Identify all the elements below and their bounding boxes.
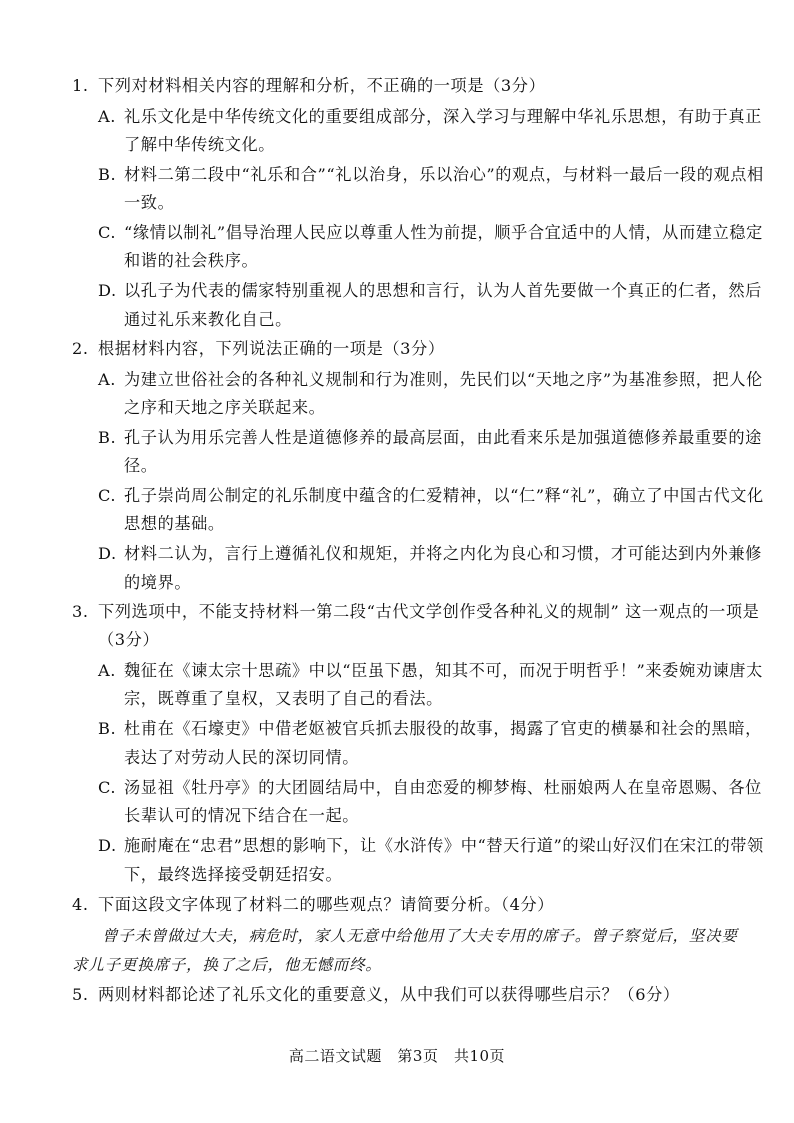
- q1-option-d-cont: 通过礼乐来教化自己。: [124, 310, 292, 329]
- page-footer: 高二语文试题 第3页 共10页: [288, 1047, 506, 1065]
- q2-option-d-cont: 的境界。: [124, 573, 192, 592]
- q1-option-a: A. 礼乐文化是中华传统文化的重要组成部分，深入学习与理解中华礼乐思想，有助于真正: [98, 107, 762, 126]
- q1-option-b-cont: 一致。: [124, 193, 175, 212]
- q2-option-b: B. 孔子认为用乐完善人性是道德修养的最高层面，由此看来乐是加强道德修养最重要的途: [98, 428, 762, 447]
- q3-option-b: B. 杜甫在《石壕吏》中借老妪被官兵抓去服役的故事，揭露了官吏的横暴和社会的黑暗，: [98, 719, 762, 738]
- question-number: 1.: [72, 76, 89, 95]
- q1-option-c-cont: 和谐的社会秩序。: [124, 251, 259, 270]
- q2-option-a: A. 为建立世俗社会的各种礼义规制和行为准则，先民们以“天地之序”为基准参照，把人伦: [98, 370, 763, 389]
- question-5-stem: 5. 两则材料都论述了礼乐文化的重要意义，从中我们可以获得哪些启示？（6分）: [72, 985, 680, 1004]
- q2-option-a-cont: 之序和天地之序关联起来。: [124, 398, 326, 417]
- q1-option-c: C. “缘情以制礼”倡导治理人民应以尊重人性为前提，顺乎合宜适中的人情，从而建立稳定: [98, 223, 763, 242]
- q2-option-b-cont: 径。: [124, 456, 158, 475]
- q3-option-b-cont: 表达了对劳动人民的深切同情。: [124, 748, 360, 767]
- q3-option-a-cont: 宗，既尊重了皇权，又表明了自己的看法。: [124, 689, 443, 708]
- q3-option-d: D. 施耐庵在“忠君”思想的影响下，让《水浒传》中“替天行道”的梁山好汉们在宋江的带领: [98, 836, 764, 855]
- question-4-stem: 4. 下面这段文字体现了材料二的哪些观点？请简要分析。（4分）: [72, 895, 555, 914]
- q2-option-c-cont: 思想的基础。: [124, 514, 225, 533]
- q3-option-d-cont: 下，最终选择接受朝廷招安。: [124, 865, 343, 884]
- question-number: 4.: [72, 895, 89, 914]
- q2-option-d: D. 材料二认为，言行上遵循礼仪和规矩，并将之内化为良心和习惯，才可能达到内外兼修: [98, 544, 762, 563]
- question-2-stem: 2. 根据材料内容，下列说法正确的一项是（3分）: [72, 339, 445, 358]
- question-3-stem: 3. 下列选项中，不能支持材料一第二段“古代文学创作受各种礼义的规制” 这一观点的一项是: [72, 602, 760, 621]
- q4-passage-line-2: 求儿子更换席子，换了之后，他无憾而终。: [72, 956, 382, 974]
- q4-passage-line-1: 曾子未曾做过大夫，病危时，家人无意中给他用了大夫专用的席子。曾子察觉后，坚决要: [102, 927, 738, 945]
- question-number: 5.: [72, 985, 89, 1004]
- q2-option-c: C. 孔子崇尚周公制定的礼乐制度中蕴含的仁爱精神，以“仁”释“礼”，确立了中国古代文化: [98, 486, 764, 505]
- question-1-stem: 1. 下列对材料相关内容的理解和分析，不正确的一项是（3分）: [72, 76, 546, 95]
- question-3-score: （3分）: [98, 630, 160, 649]
- q1-option-b: B. 材料二第二段中“礼乐和合”“礼以治身，乐以治心”的观点，与材料一最后一段的观点相: [98, 165, 764, 184]
- q1-option-a-cont: 了解中华传统文化。: [124, 135, 276, 154]
- question-number: 2.: [72, 339, 89, 358]
- q3-option-c-cont: 长辈认可的情况下结合在一起。: [124, 806, 360, 825]
- q3-option-c: C. 汤显祖《牡丹亭》的大团圆结局中，自由恋爱的柳梦梅、杜丽娘两人在皇帝恩赐、各位: [98, 778, 762, 797]
- q3-option-a: A. 魏征在《谏太宗十思疏》中以“臣虽下愚，知其不可，而况于明哲乎！”来委婉劝谏唐太: [98, 661, 763, 680]
- q1-option-d: D. 以孔子为代表的儒家特别重视人的思想和言行，认为人首先要做一个真正的仁者，然后: [98, 281, 762, 300]
- question-number: 3.: [72, 602, 89, 621]
